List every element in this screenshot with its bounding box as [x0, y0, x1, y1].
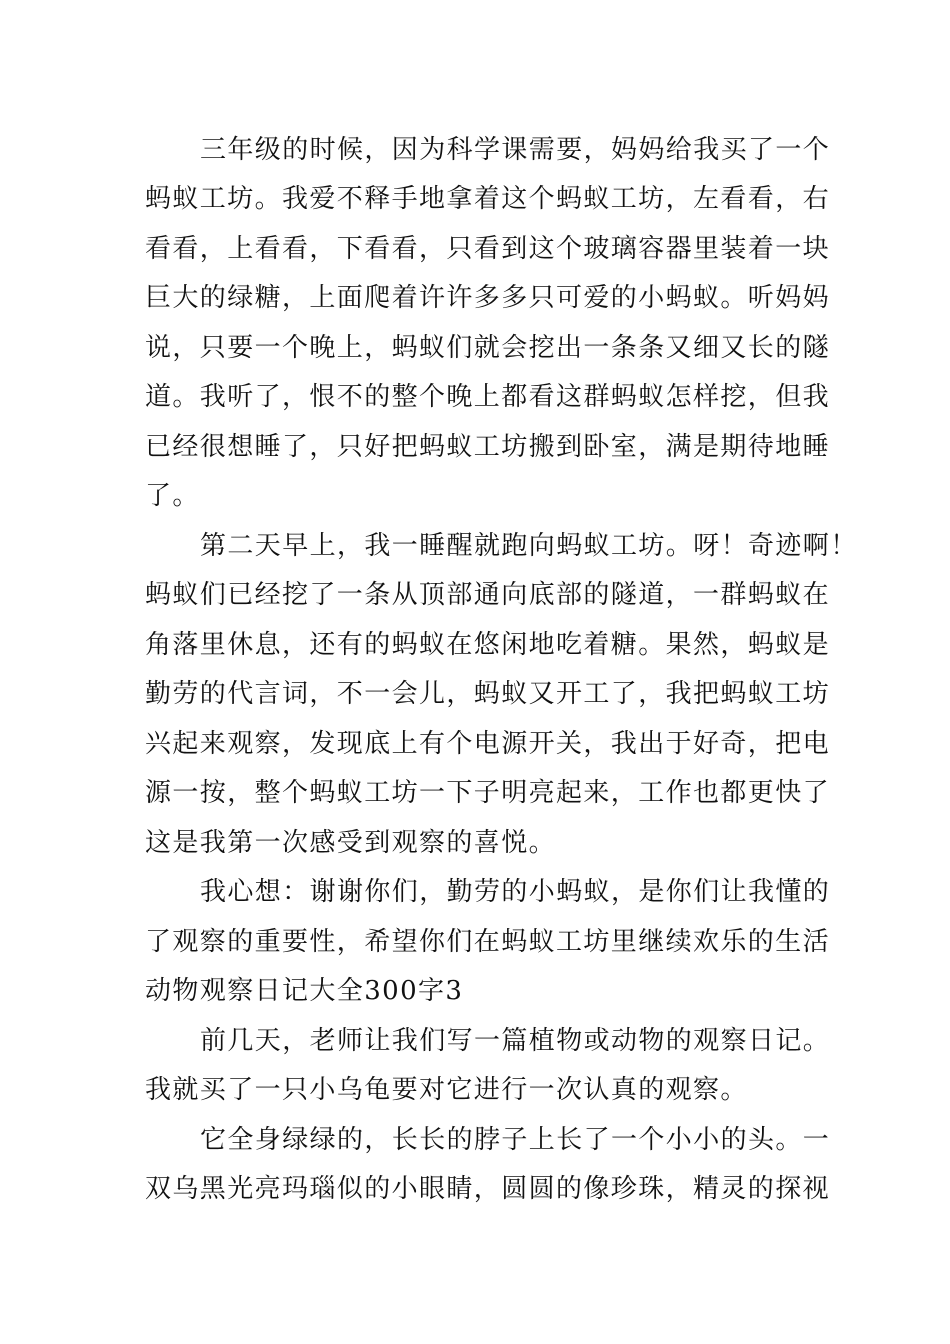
text-line	[0, 625, 950, 665]
text-line	[0, 823, 950, 863]
section-heading	[0, 971, 950, 1011]
line-text: 蚂蚁们已经挖了一条从顶部通向底部的隧道，一群蚂蚁在	[145, 580, 831, 610]
line-text: 这是我第一次感受到观察的喜悦。	[145, 828, 557, 858]
text-line	[0, 872, 950, 912]
text-line	[0, 130, 950, 170]
line-text: 源一按，整个蚂蚁工坊一下子明亮起来，工作也都更快了	[145, 778, 831, 808]
line-text: 第二天早上，我一睡醒就跑向蚂蚁工坊。呀！奇迹啊！	[200, 531, 858, 561]
line-text: 勤劳的代言词，不一会儿，蚂蚁又开工了，我把蚂蚁工坊	[145, 679, 831, 709]
text-line	[0, 427, 950, 467]
line-text: 角落里休息，还有的蚂蚁在悠闲地吃着糖。果然，蚂蚁是	[145, 630, 831, 660]
line-text: 我就买了一只小乌龟要对它进行一次认真的观察。	[145, 1075, 748, 1105]
text-line	[0, 1120, 950, 1160]
line-text: 它全身绿绿的，长长的脖子上长了一个小小的头。一	[200, 1125, 831, 1155]
text-line	[0, 278, 950, 318]
line-text: 动物观察日记大全300字3	[145, 976, 464, 1006]
line-text: 蚂蚁工坊。我爱不释手地拿着这个蚂蚁工坊，左看看，右	[145, 184, 831, 214]
text-line	[0, 1169, 950, 1209]
text-line	[0, 476, 950, 516]
line-text: 双乌黑光亮玛瑙似的小眼睛，圆圆的像珍珠，精灵的探视	[145, 1174, 831, 1204]
line-text: 看看，上看看，下看看，只看到这个玻璃容器里装着一块	[145, 234, 831, 264]
text-line	[0, 328, 950, 368]
line-text: 道。我听了，恨不的整个晚上都看这群蚂蚁怎样挖，但我	[145, 382, 831, 412]
line-text: 已经很想睡了，只好把蚂蚁工坊搬到卧室，满是期待地睡	[145, 432, 831, 462]
text-line	[0, 179, 950, 219]
text-line	[0, 674, 950, 714]
text-line	[0, 1070, 950, 1110]
line-text: 巨大的绿糖，上面爬着许许多多只可爱的小蚂蚁。听妈妈	[145, 283, 831, 313]
line-text: 了。	[145, 481, 200, 511]
text-line	[0, 773, 950, 813]
line-text: 说，只要一个晚上，蚂蚁们就会挖出一条条又细又长的隧	[145, 333, 831, 363]
text-line	[0, 377, 950, 417]
line-text: 兴起来观察，发现底上有个电源开关，我出于好奇，把电	[145, 729, 831, 759]
line-text: 我心想：谢谢你们，勤劳的小蚂蚁，是你们让我懂的	[200, 877, 831, 907]
text-line	[0, 922, 950, 962]
text-line	[0, 526, 950, 566]
text-line	[0, 724, 950, 764]
text-line	[0, 1021, 950, 1061]
line-text: 三年级的时候，因为科学课需要，妈妈给我买了一个	[200, 135, 831, 165]
text-line	[0, 575, 950, 615]
line-text: 了观察的重要性，希望你们在蚂蚁工坊里继续欢乐的生活	[145, 927, 831, 957]
line-text: 前几天，老师让我们写一篇植物或动物的观察日记。	[200, 1026, 831, 1056]
text-line	[0, 229, 950, 269]
